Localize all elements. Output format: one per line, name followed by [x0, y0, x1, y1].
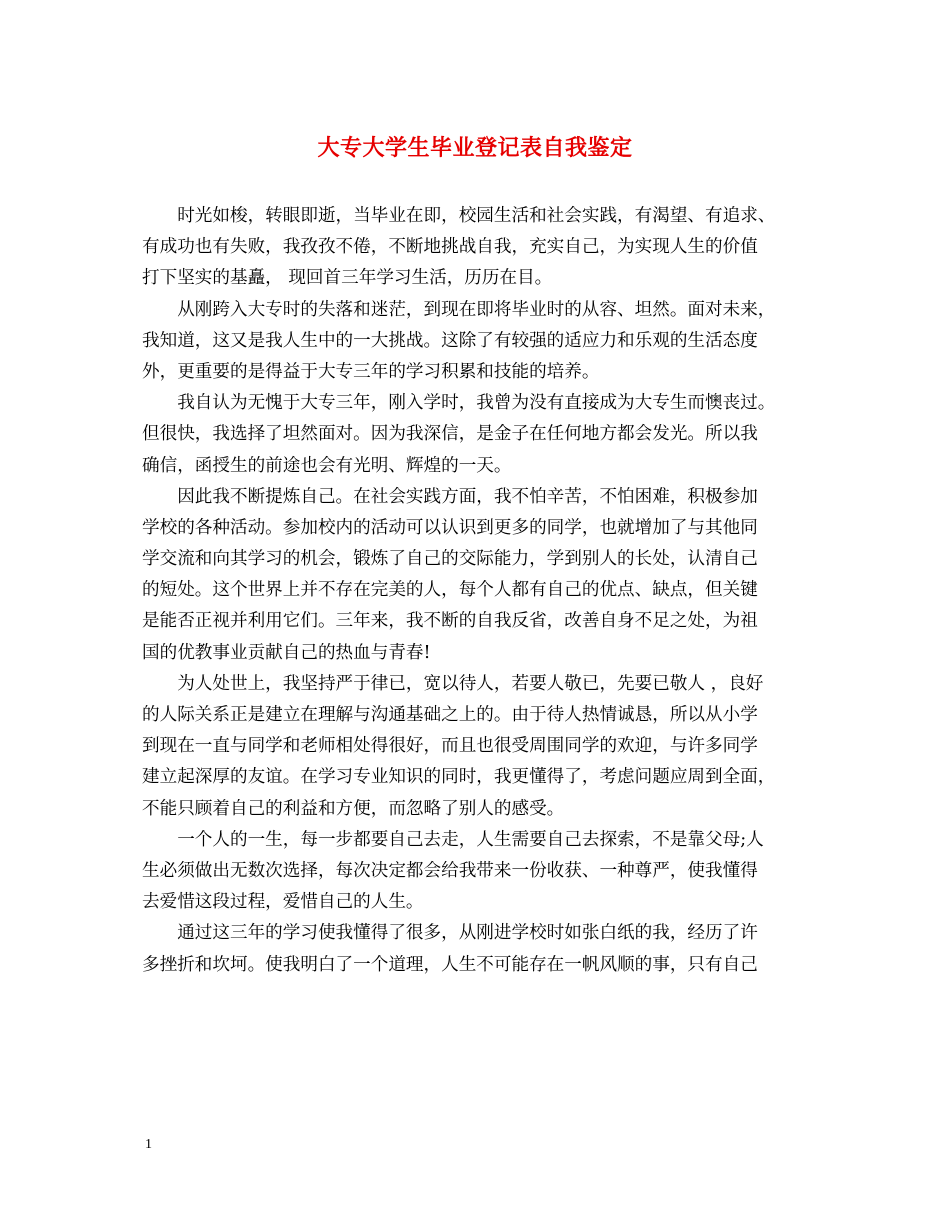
- paragraph-3: [142, 388, 808, 482]
- paragraph-1: [142, 201, 808, 295]
- text-line: 多挫折和坎坷。使我明白了一个道理，人生不可能存在一帆风顺的事，只有自己: [142, 954, 758, 975]
- text-line: 从刚跨入大专时的失落和迷茫，到现在即将毕业时的从容、坦然。面对未来，: [177, 299, 776, 320]
- text-line: 打下坚实的基矗， 现回首三年学习生活，历历在目。: [142, 268, 553, 289]
- text-line: 是能否正视并利用它们。三年来，我不断的自我反省，改善自身不足之处，为祖: [142, 611, 758, 632]
- paragraph-2: [142, 295, 808, 389]
- text-line: 一个人的一生，每一步都要自己去走，人生需要自己去探索，不是靠父母;人: [177, 829, 764, 850]
- text-line: 不能只顾着自己的利益和方便，而忽略了别人的感受。: [142, 798, 565, 819]
- text-line: 去爱惜这段过程，爱惜自己的人生。: [142, 892, 424, 913]
- text-line: 生必须做出无数次选择，每次决定都会给我带来一份收获、一种尊严，使我懂得: [142, 860, 758, 881]
- text-line: 的短处。这个世界上并不存在完美的人，每个人都有自己的优点、缺点，但关键: [142, 580, 758, 601]
- text-line: 学校的各种活动。参加校内的活动可以认识到更多的同学，也就增加了与其他同: [142, 517, 758, 538]
- text-line: 有成功也有失败，我孜孜不倦，不断地挑战自我，充实自己，为实现人生的价值: [142, 237, 758, 258]
- text-line: 时光如梭，转眼即逝，当毕业在即，校园生活和社会实践，有渴望、有追求、: [177, 206, 776, 226]
- document-body: [142, 201, 808, 981]
- document-title: 大专大学生毕业登记表自我鉴定: [317, 135, 633, 161]
- text-line: 我知道，这又是我人生中的一大挑战。这除了有较强的适应力和乐观的生活态度: [142, 330, 758, 351]
- text-line: 为人处世上，我坚持严于律已，宽以待人，若要人敬已，先要已敬人 ，良好: [177, 673, 764, 694]
- text-line: 国的优教事业贡献自己的热血与青春!: [142, 642, 431, 663]
- text-line: 但很快，我选择了坦然面对。因为我深信，是金子在任何地方都会发光。所以我: [142, 424, 758, 445]
- text-line: 因此我不断提炼自己。在社会实践方面，我不怕辛苦，不怕困难，积极参加: [177, 486, 758, 507]
- text-line: 学交流和向其学习的机会，锻炼了自己的交际能力，学到别人的长处，认清自己: [142, 549, 758, 570]
- text-line: 到现在一直与同学和老师相处得很好，而且也很受周围同学的欢迎，与许多同学: [142, 736, 758, 757]
- text-line: 外，更重要的是得益于大专三年的学习积累和技能的培养。: [142, 361, 600, 382]
- text-line: 我自认为无愧于大专三年，刚入学时，我曾为没有直接成为大专生而懊丧过。: [177, 393, 776, 414]
- text-line: 建立起深厚的友谊。在学习专业知识的同时，我更懂得了，考虑问题应周到全面，: [142, 767, 776, 788]
- text-line: 的人际关系正是建立在理解与沟通基础之上的。由于待人热情诚恳，所以从小学: [142, 705, 758, 725]
- text-line: 通过这三年的学习使我懂得了很多，从刚进学校时如张白纸的我，经历了许: [177, 923, 758, 944]
- paragraph-5: [142, 669, 808, 825]
- page-number: 1: [145, 1137, 152, 1152]
- paragraph-6: [142, 825, 808, 919]
- paragraph-4: [142, 482, 808, 669]
- paragraph-7: [142, 918, 808, 980]
- text-line: 确信，函授生的前途也会有光明、辉煌的一天。: [142, 455, 512, 476]
